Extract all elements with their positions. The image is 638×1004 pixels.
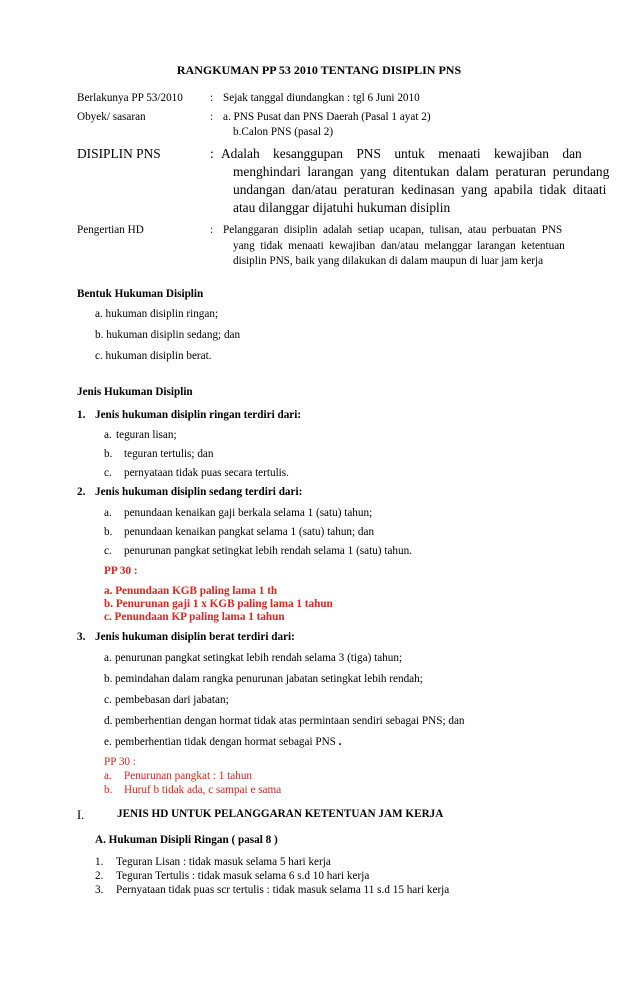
- meta-colon: :: [210, 92, 214, 104]
- subheading-ringan: Jenis hukuman disiplin ringan terdiri dari:: [95, 409, 302, 421]
- list-number: 2.: [77, 486, 86, 498]
- list-marker: c.: [104, 545, 112, 557]
- section-heading-jam-kerja: JENIS HD UNTUK PELANGGARAN KETENTUAN JAM KERJA: [117, 808, 444, 820]
- section-heading-jenis: Jenis Hukuman Disiplin: [77, 386, 193, 398]
- list-number: 3.: [77, 631, 86, 643]
- list-marker: 3.: [95, 884, 104, 896]
- list-item-text: penundaan kenaikan gaji berkala selama 1 (satu) tahun;: [124, 507, 373, 519]
- list-marker: c.: [104, 467, 112, 479]
- list-marker: d.: [104, 715, 113, 727]
- list-item-text: pemberhentian dengan hormat tidak atas permintaan sendiri sebagai PNS; dan: [115, 715, 465, 727]
- pp30-note-title: PP 30 :: [104, 565, 138, 577]
- meta-value-pengertian-line: yang tidak menaati kewajiban dan/atau melanggar larangan ketentuan: [233, 240, 565, 252]
- roman-numeral: I.: [77, 808, 85, 822]
- pp30-note-line: Penurunan pangkat : 1 tahun: [124, 770, 253, 782]
- list-marker: b.: [104, 448, 113, 460]
- meta-value-obyek-line: a. PNS Pusat dan PNS Daerah (Pasal 1 ayat 2): [223, 111, 431, 123]
- meta-colon: :: [210, 146, 214, 161]
- list-marker: b.: [104, 673, 113, 685]
- list-marker: 2.: [95, 870, 104, 882]
- list-item-text: pemindahan dalam rangka penurunan jabatan setingkat lebih rendah;: [115, 673, 423, 685]
- meta-colon: :: [210, 111, 214, 123]
- meta-value-disiplin-line: undangan dan/atau peraturan kedinasan yang apabila tidak ditaati: [233, 182, 607, 197]
- list-item-text: penundaan kenaikan pangkat selama 1 (satu) tahun; dan: [124, 526, 375, 538]
- list-item-text: teguran lisan;: [116, 429, 177, 441]
- list-marker: 1.: [95, 856, 104, 868]
- subheading-sedang: Jenis hukuman disiplin sedang terdiri dari:: [95, 486, 303, 498]
- list-item: b. hukuman disiplin sedang; dan: [95, 329, 241, 341]
- pp30-note-line: b. Penurunan gaji 1 x KGB paling lama 1 tahun: [104, 598, 333, 610]
- meta-value-berlakunya: Sejak tanggal diundangkan : tgl 6 Juni 2010: [223, 92, 420, 104]
- meta-colon: :: [210, 224, 214, 236]
- list-item-text: Pernyataan tidak puas scr tertulis : tidak masuk selama 11 s.d 15 hari kerja: [116, 884, 450, 896]
- list-item-text: pemberhentian tidak dengan hormat sebagai PNS .: [115, 736, 342, 748]
- list-marker: a.: [104, 507, 112, 519]
- meta-value-disiplin-line: Adalah kesanggupan PNS untuk menaati kewajiban dan: [221, 146, 582, 161]
- meta-value-obyek-line: b.Calon PNS (pasal 2): [233, 126, 334, 138]
- subheading-hd-ringan: A. Hukuman Disipli Ringan ( pasal 8 ): [95, 834, 278, 846]
- list-item: c. hukuman disiplin berat.: [95, 350, 212, 362]
- section-heading-bentuk: Bentuk Hukuman Disiplin: [77, 288, 204, 300]
- list-number: 1.: [77, 409, 86, 421]
- meta-label-disiplin: DISIPLIN PNS: [77, 146, 161, 161]
- list-marker: b.: [104, 784, 113, 796]
- list-marker: c.: [104, 694, 112, 706]
- meta-label-pengertian: Pengertian HD: [77, 224, 144, 236]
- list-item-text: Teguran Lisan : tidak masuk selama 5 hari kerja: [116, 856, 331, 868]
- list-item-text: penurunan pangkat setingkat lebih rendah selama 1 (satu) tahun.: [124, 545, 412, 557]
- meta-value-disiplin-line: menghindari larangan yang ditentukan dalam peraturan perundang: [233, 164, 610, 179]
- list-marker: a.: [104, 652, 112, 664]
- meta-label-obyek: Obyek/ sasaran: [77, 111, 146, 123]
- pp30-note-line: Huruf b tidak ada, c sampai e sama: [124, 784, 282, 796]
- list-marker: b.: [104, 526, 113, 538]
- meta-label-berlakunya: Berlakunya PP 53/2010: [77, 92, 183, 104]
- meta-value-pengertian-line: Pelanggaran disiplin adalah setiap ucapan, tulisan, atau perbuatan PNS: [223, 224, 563, 236]
- list-marker: a.: [104, 429, 112, 441]
- list-item-text: penurunan pangkat setingkat lebih rendah selama 3 (tiga) tahun;: [115, 652, 403, 664]
- list-item-text: Teguran Tertulis : tidak masuk selama 6 s.d 10 hari kerja: [116, 870, 370, 882]
- list-item-text: pernyataan tidak puas secara tertulis.: [124, 467, 289, 479]
- document-title: RANGKUMAN PP 53 2010 TENTANG DISIPLIN PNS: [176, 63, 462, 77]
- pp30-note-title: PP 30 :: [104, 756, 136, 768]
- list-item: a. hukuman disiplin ringan;: [95, 308, 219, 320]
- pp30-note-line: a. Penundaan KGB paling lama 1 th: [104, 585, 278, 597]
- subheading-berat: Jenis hukuman disiplin berat terdiri dari:: [95, 631, 295, 643]
- pp30-note-line: c. Penundaan KP paling lama 1 tahun: [104, 611, 285, 623]
- meta-value-pengertian-line: disiplin PNS, baik yang dilakukan di dalam maupun di luar jam kerja: [233, 255, 544, 267]
- list-marker: e.: [104, 736, 112, 748]
- meta-value-disiplin-line: atau dilanggar dijatuhi hukuman disiplin: [233, 200, 451, 215]
- list-marker: a.: [104, 770, 112, 782]
- list-item-text: pembebasan dari jabatan;: [115, 694, 229, 706]
- list-item-text: teguran tertulis; dan: [124, 448, 214, 460]
